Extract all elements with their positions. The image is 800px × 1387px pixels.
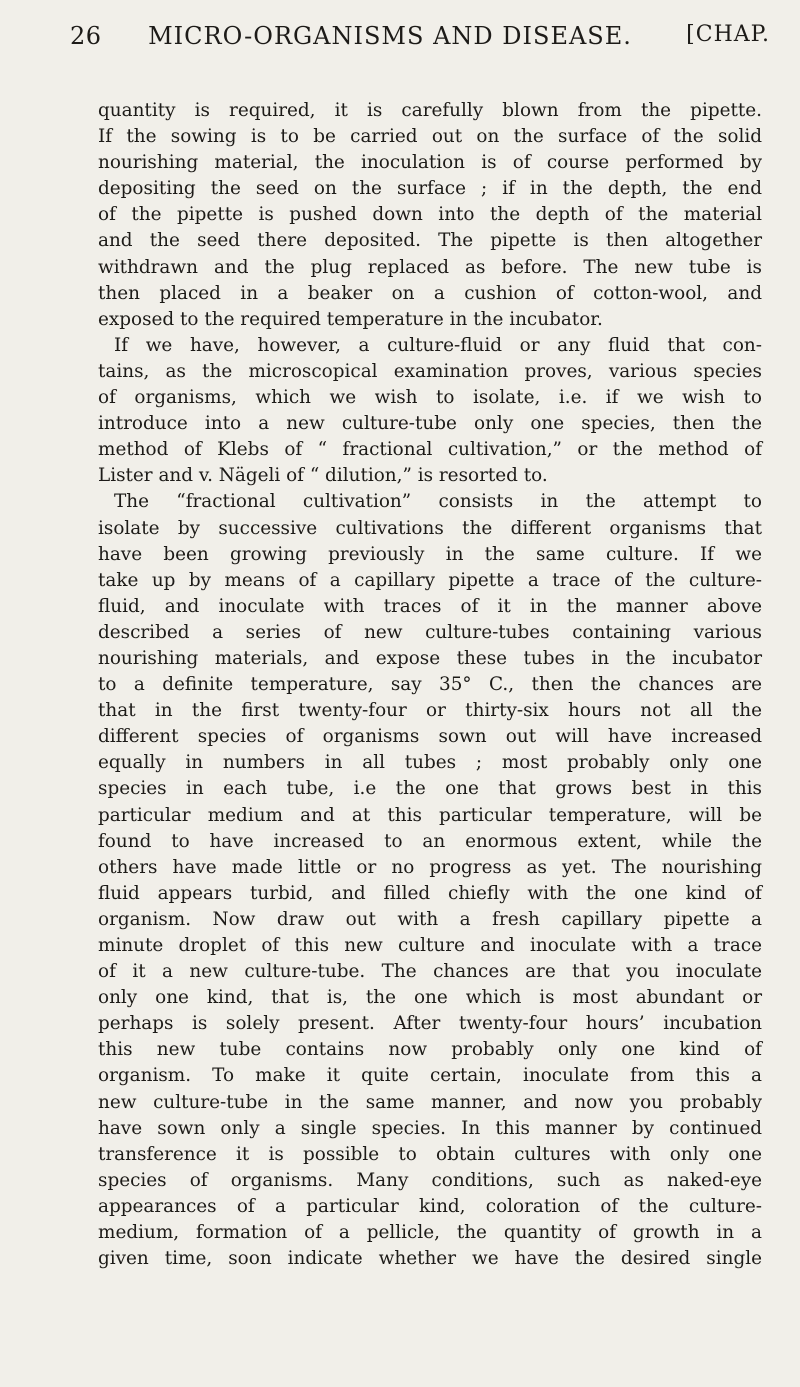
text-line: depositing the seed on the surface ; if in the depth, the end (98, 178, 762, 200)
text-line: fluid appears turbid, and filled chiefly with the one kind of (98, 882, 762, 904)
text-line: minute droplet of this new culture and inoculate with a trace (98, 935, 762, 956)
text-line: isolate by successive cultivations the different organisms that (98, 517, 762, 539)
text-line: nourishing materials, and expose these tubes in the incubator (98, 647, 762, 669)
text-line: medium, formation of a pellicle, the quantity of growth in a (98, 1222, 762, 1244)
text-line: perhaps is solely present. After twenty-four hours’ incubation (98, 1013, 762, 1035)
text-line: quantity is required, it is carefully blown from the pipette. (98, 100, 762, 121)
body-text (98, 98, 762, 1272)
chapter-mark: [CHAP. (686, 22, 770, 47)
text-line: appearances of a particular kind, coloration of the culture- (98, 1195, 762, 1217)
text-line: then placed in a beaker on a cushion of cotton-wool, and (98, 282, 762, 304)
text-line: new culture-tube in the same manner, and now you probably (98, 1091, 762, 1113)
text-line: equally in numbers in all tubes ; most probably only one (98, 752, 762, 774)
text-line: that in the first twenty-four or thirty-six hours not all the (98, 700, 762, 722)
text-line: species in each tube, i.e the one that grows best in this (98, 778, 762, 800)
text-line: nourishing material, the inoculation is of course performed by (98, 152, 762, 174)
text-line: take up by means of a capillary pipette a trace of the culture- (98, 569, 762, 591)
text-line: of it a new culture-tube. The chances are that you inoculate (98, 961, 762, 983)
page-number: 26 (70, 22, 102, 50)
running-title: MICRO-ORGANISMS AND DISEASE. (148, 22, 632, 50)
text-line: species of organisms. Many conditions, such as naked-eye (98, 1169, 762, 1191)
text-line: to a definite temperature, say 35° C., then the chances are (98, 674, 762, 696)
text-line: found to have increased to an enormous extent, while the (98, 830, 762, 852)
text-line: different species of organisms sown out will have increased (98, 726, 762, 748)
text-line: withdrawn and the plug replaced as before. The new tube is (98, 256, 762, 278)
text-line: exposed to the required temperature in the incubator. (98, 308, 603, 330)
text-line: The “fractional cultivation” consists in the attempt to (114, 491, 762, 513)
text-line: others have made little or no progress as yet. The nourishing (98, 856, 762, 878)
running-head (70, 22, 770, 62)
text-line: have sown only a single species. In this manner by continued (98, 1117, 762, 1139)
text-line: If the sowing is to be carried out on the surface of the solid (98, 126, 762, 148)
text-line: tains, as the microscopical examination proves, various species (98, 360, 762, 382)
text-line: have been growing previously in the same culture. If we (98, 543, 762, 565)
text-line: only one kind, that is, the one which is most abundant or (98, 987, 762, 1009)
text-line: particular medium and at this particular temperature, will be (98, 804, 762, 826)
text-line: of the pipette is pushed down into the depth of the material (98, 204, 762, 226)
text-line: of organisms, which we wish to isolate, i.e. if we wish to (98, 387, 762, 409)
text-line: fluid, and inoculate with traces of it in the manner above (98, 595, 762, 617)
text-line: method of Klebs of “ fractional cultivation,” or the method of (98, 439, 762, 461)
text-line: organism. Now draw out with a fresh capillary pipette a (98, 908, 762, 930)
text-line: transference it is possible to obtain cultures with only one (98, 1143, 762, 1165)
text-line: Lister and v. Nägeli of “ dilution,” is resorted to. (98, 465, 548, 487)
text-line: given time, soon indicate whether we have the desired single (98, 1248, 762, 1270)
text-line: described a series of new culture-tubes containing various (98, 621, 762, 643)
text-line: this new tube contains now probably only one kind of (98, 1039, 762, 1061)
text-line: introduce into a new culture-tube only one species, then the (98, 413, 762, 435)
text-line: organism. To make it quite certain, inoculate from this a (98, 1065, 762, 1087)
text-line: If we have, however, a culture-fluid or any fluid that con- (114, 334, 762, 356)
text-line: and the seed there deposited. The pipette is then altogether (98, 230, 762, 252)
